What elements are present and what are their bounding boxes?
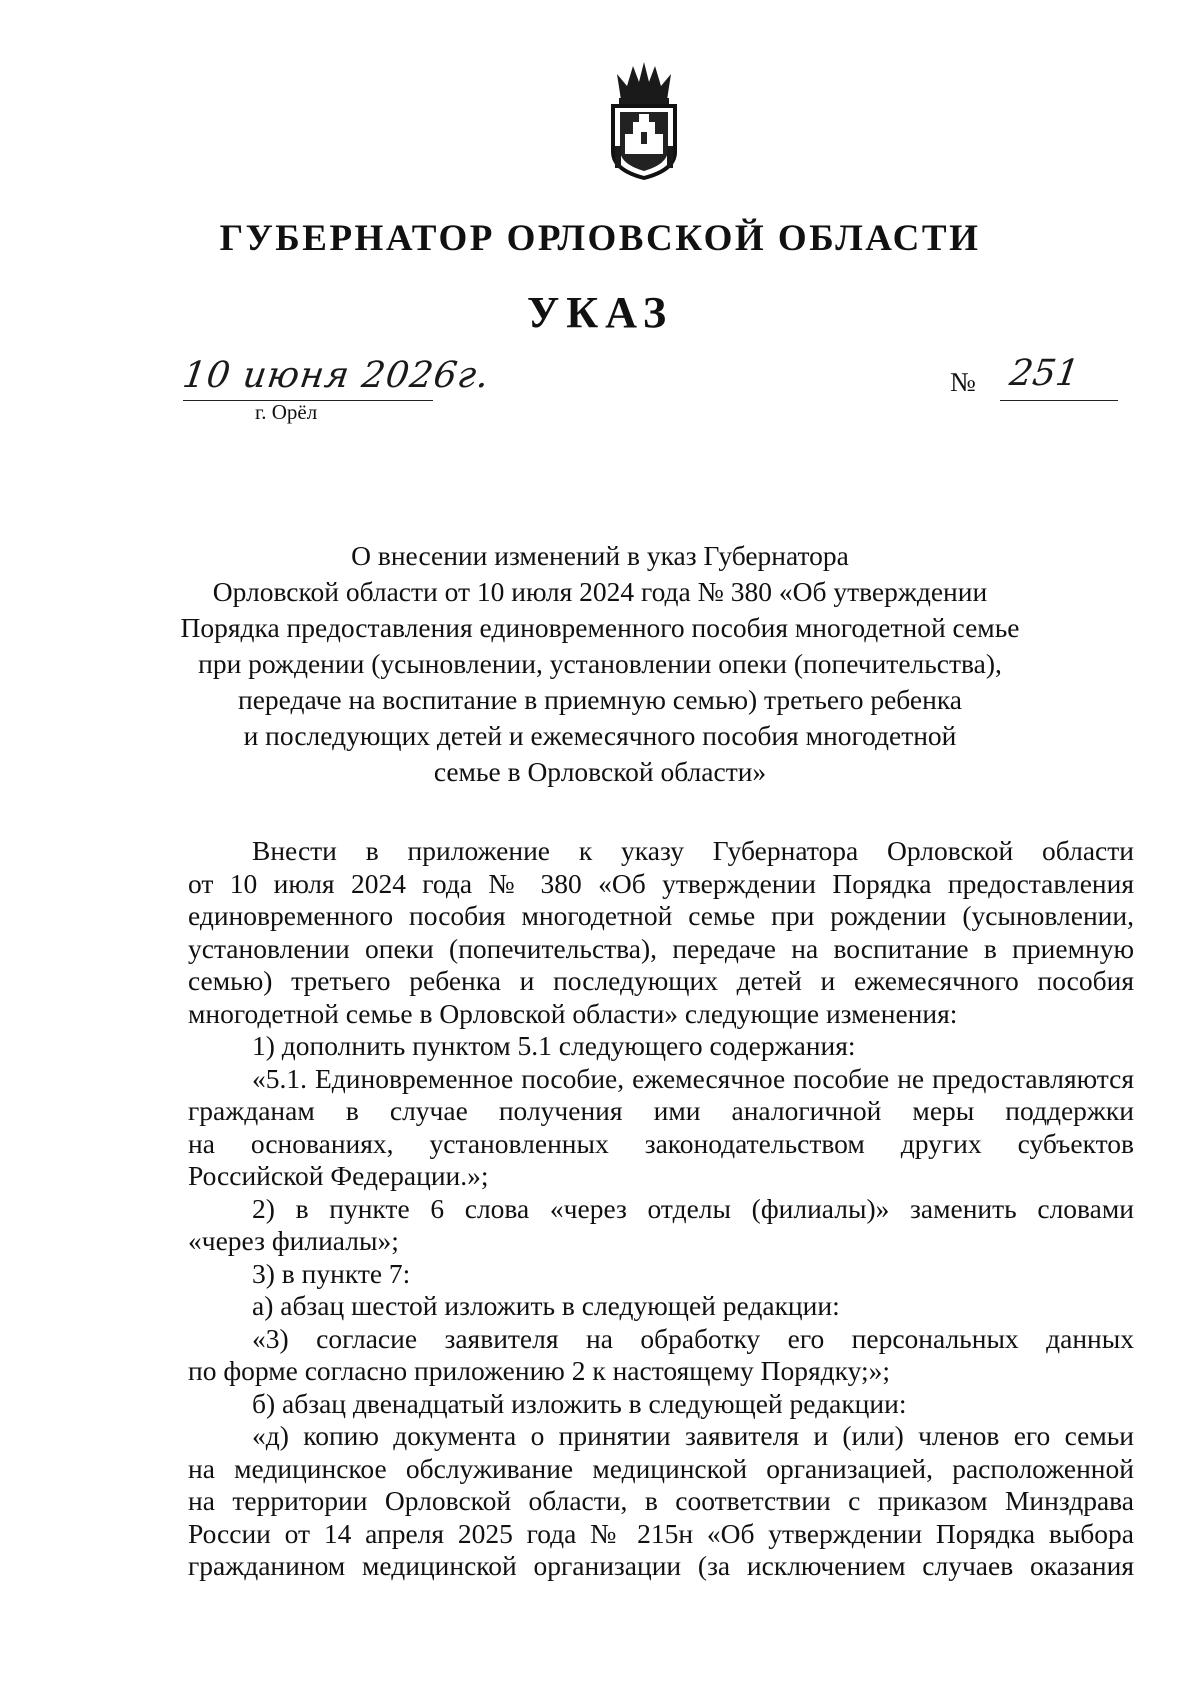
body-line: многодетной семье в Орловской области» следующие изменения: <box>188 997 958 1029</box>
body-line: 2) в пункте 6 слова «через отделы (филиалы)» заменить словами <box>252 1192 1134 1224</box>
number-underline <box>1000 400 1118 401</box>
body-line: Внести в приложение к указу Губернатора Орловской области <box>252 835 1134 866</box>
body-line: «д) копию документа о принятии заявителя и (или) членов его семьи <box>252 1420 1134 1451</box>
body-line: 1) дополнить пунктом 5.1 следующего содержания: <box>252 1030 856 1061</box>
body-line: а) абзац шестой изложить в следующей редакции: <box>252 1290 840 1321</box>
body-line: на медицинское обслуживание медицинской организацией, расположенной <box>188 1452 1134 1484</box>
issuing-authority: ГУБЕРНАТОР ОРЛОВСКОЙ ОБЛАСТИ <box>219 218 981 259</box>
number-sign: № <box>950 367 976 397</box>
body-line: на основаниях, установленных законодательством других субъектов <box>188 1127 1134 1159</box>
title-line: Порядка предоставления единовременного пособия многодетной семье <box>180 612 1020 643</box>
body-line: «5.1. Единовременное пособие, ежемесячное пособие не предоставляются <box>252 1062 1134 1094</box>
body-line: единовременного пособия многодетной семье при рождении (усыновлении, <box>188 900 1134 931</box>
decree-body <box>188 835 1134 1583</box>
body-line: гражданином медицинской организации (за исключением случаев оказания <box>188 1550 1134 1581</box>
body-line: 3) в пункте 7: <box>252 1257 411 1289</box>
body-line: по форме согласно приложению 2 к настоящему Порядку;»; <box>188 1355 891 1386</box>
title-line: О внесении изменений в указ Губернатора <box>351 540 849 571</box>
handwritten-number: 251 <box>1007 353 1082 394</box>
decree-title <box>150 538 1050 790</box>
handwritten-date: 10 июня 2026г. <box>180 355 493 396</box>
title-line: Орловской области от 10 июля 2024 года № 380 «Об утверждении <box>212 576 988 607</box>
body-line: б) абзац двенадцатый изложить в следующей редакции: <box>252 1387 907 1419</box>
body-line: «3) согласие заявителя на обработку его персональных данных <box>252 1322 1134 1354</box>
body-line: на территории Орловской области, в соответствии с приказом Минздрава <box>188 1485 1134 1516</box>
title-line: семье в Орловской области» <box>433 756 767 787</box>
title-line: при рождении (усыновлении, установлении опеки (попечительства), <box>198 648 1002 679</box>
title-line: передаче на воспитание в приемную семью) третьего ребенка <box>237 684 963 715</box>
body-line: семью) третьего ребенка и последующих детей и ежемесячного пособия <box>188 965 1134 996</box>
body-line: России от 14 апреля 2025 года № 215н «Об утверждении Порядка выбора <box>188 1517 1134 1549</box>
body-line: «через филиалы»; <box>188 1225 399 1256</box>
title-line: и последующих детей и ежемесячного пособия многодетной <box>243 720 957 751</box>
body-line: гражданам в случае получения ими аналогичной меры поддержки <box>188 1095 1134 1126</box>
body-line: Российской Федерации.»; <box>188 1160 489 1191</box>
body-line: от 10 июля 2024 года № 380 «Об утверждении Порядка предоставления <box>188 867 1134 899</box>
document-type: УКАЗ <box>526 288 674 337</box>
coat-of-arms-emblem <box>603 60 685 180</box>
place-of-issue: г. Орёл <box>255 400 318 424</box>
body-line: установлении опеки (попечительства), передаче на воспитание в приемную <box>188 932 1134 964</box>
